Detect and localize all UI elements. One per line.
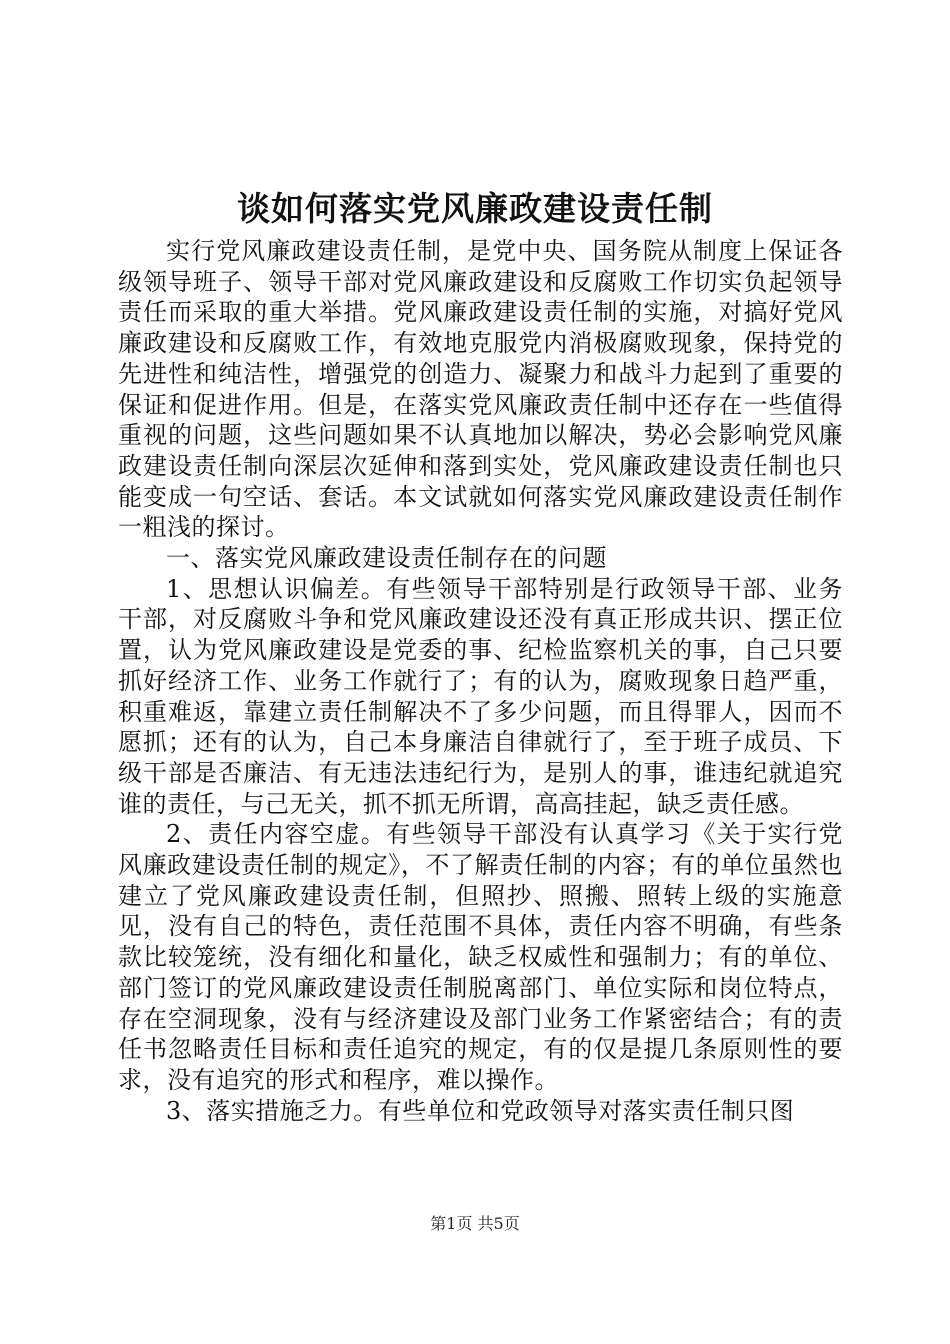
paragraph-item-3: 3、落实措施乏力。有些单位和党政领导对落实责任制只图 bbox=[166, 1096, 795, 1125]
page-footer: 第1页 共5页 bbox=[430, 1214, 520, 1233]
section-heading: 一、落实党风廉政建设责任制存在的问题 bbox=[166, 544, 607, 573]
paragraph-item-2: 2、责任内容空虚。有些领导干部没有认真学习《关于实行党风廉政建设责任制的规定》，不了解责任制的内容；有的单位虽然也建立了党风廉政建设责任制，但照抄、照搬、照转上级的实施意见，没有自己的特色，责任范围不具体，责任内容不明确，有些条款比较笼统，没有细化和量化，缺乏权威性和强制力；有的单位、部门签订的党风廉政建设责任制脱离部门、单位实际和岗位特点，存在空洞现象，没有与经济建设及部门业务工作紧密结合；有的责任书忽略责任目标和责任追究的规定，有的仅是提几条原则性的要求，没有追究的形式和程序，难以操作。 bbox=[118, 820, 843, 1094]
paragraph-intro: 实行党风廉政建设责任制，是党中央、国务院从制度上保证各级领导班子、领导干部对党风廉政建设和反腐败工作切实负起领导责任而采取的重大举措。党风廉政建设责任制的实施，对搞好党风廉政建设和反腐败工作，有效地克服党内消极腐败现象，保持党的先进性和纯洁性，增强党的创造力、凝聚力和战斗力起到了重要的保证和促进作用。但是，在落实党风廉政责任制中还存在一些值得重视的问题，这些问题如果不认真地加以解决，势必会影响党风廉政建设责任制向深层次延伸和落到实处，党风廉政建设责任制也只能变成一句空话、套话。本文试就如何落实党风廉政建设责任制作一粗浅的探讨。 bbox=[118, 237, 843, 542]
document-body bbox=[118, 236, 843, 1126]
document-title: 谈如何落实党风廉政建设责任制 bbox=[237, 189, 713, 228]
paragraph-item-1: 1、思想认识偏差。有些领导干部特别是行政领导干部、业务干部，对反腐败斗争和党风廉政建设还没有真正形成共识、摆正位置，认为党风廉政建设是党委的事、纪检监察机关的事，自己只要抓好经济工作、业务工作就行了；有的认为，腐败现象日趋严重，积重难返，靠建立责任制解决不了多少问题，而且得罪人，因而不愿抓；还有的认为，自己本身廉洁自律就行了，至于班子成员、下级干部是否廉洁、有无违法违纪行为，是别人的事，谁违纪就追究谁的责任，与己无关，抓不抓无所谓，高高挂起，缺乏责任感。 bbox=[118, 574, 843, 818]
